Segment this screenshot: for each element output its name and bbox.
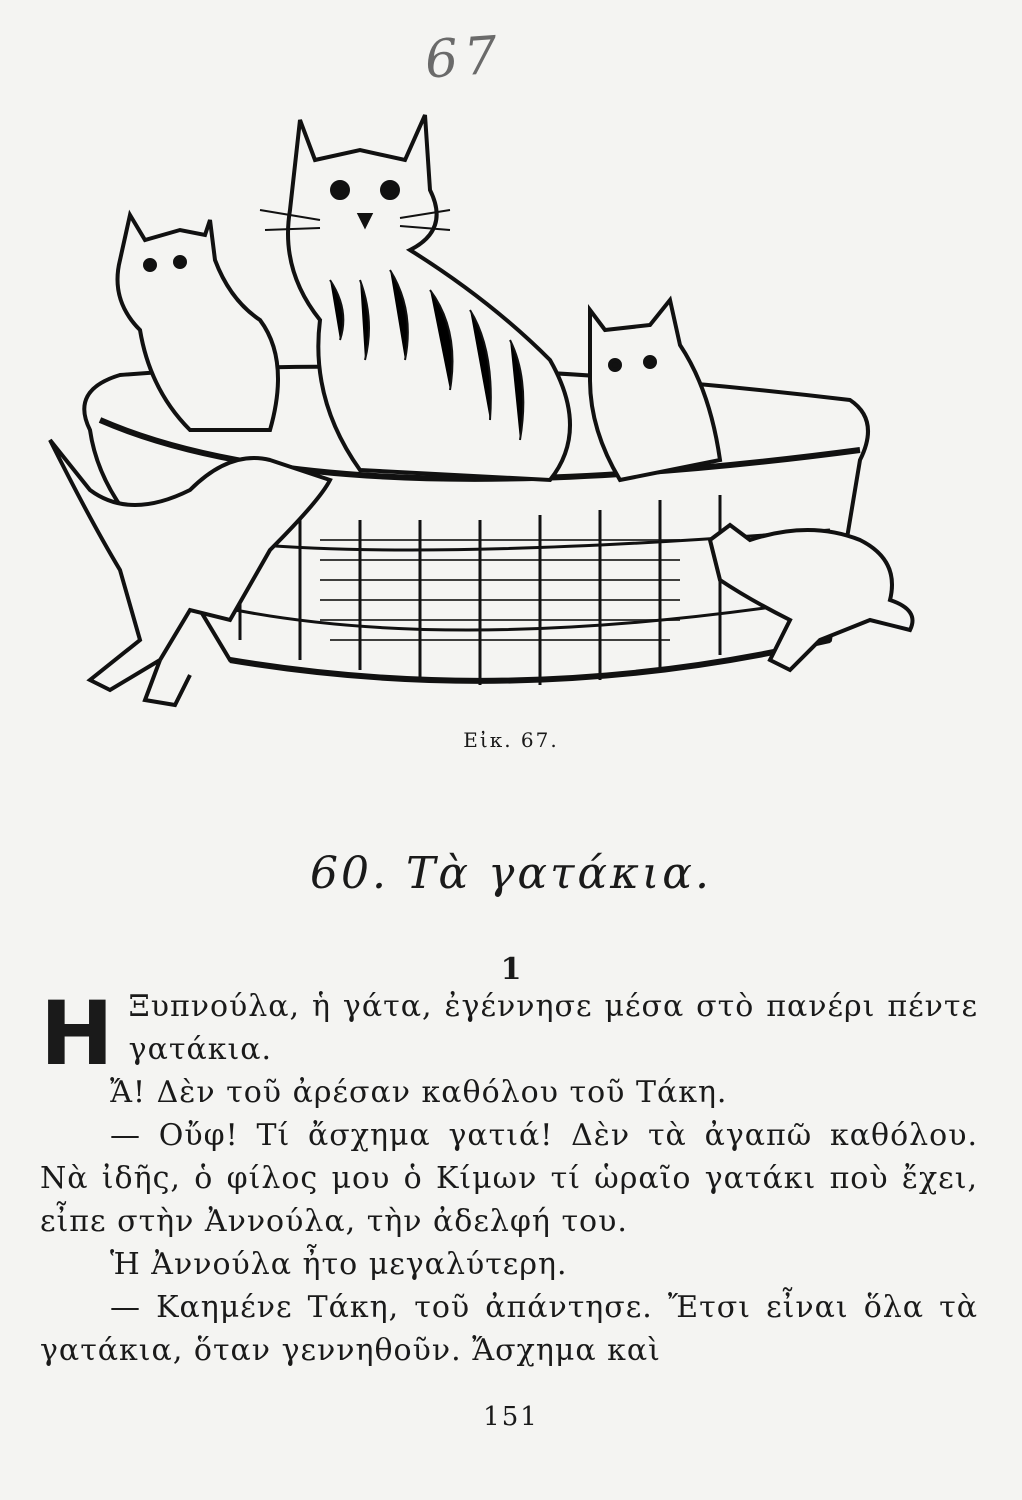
cats-in-basket-illustration bbox=[30, 100, 930, 720]
chapter-title: 60. Τὰ γατάκια. bbox=[310, 848, 712, 899]
paragraph-2: Ἄ! Δὲν τοῦ ἀρέσαν καθόλου τοῦ Τάκη. bbox=[110, 1075, 728, 1110]
paragraph-1: Η Ξυπνούλα, ἡ γάτα, ἐγέννησε μέσα στὸ πανέρι πέντε γατάκια. bbox=[40, 982, 978, 1085]
section-number: 1 bbox=[500, 952, 522, 987]
paragraph-4: Ἡ Ἀννούλα ἦτο μεγαλύτερη. bbox=[110, 1247, 568, 1282]
page-number: 151 bbox=[483, 1402, 539, 1432]
body-text bbox=[40, 982, 978, 1372]
paragraph-3: — Οὔφ! Τί ἄσχημα γατιά! Δὲν τὰ ἀγαπῶ καθόλου. Νὰ ἰδῆς, ὁ φίλος μου ὁ Κίμων τί ὡραῖο γατάκι ποὺ ἔχει, εἶπε στὴν Ἀννούλα, τὴν ἀδελφή του. bbox=[40, 1118, 978, 1239]
handwritten-page-number: 67 bbox=[423, 25, 506, 91]
paragraph-5: — Καημένε Τάκη, τοῦ ἀπάντησε. Ἔτσι εἶναι ὅλα τὰ γατάκια, ὅταν γεννηθοῦν. Ἄσχημα καὶ bbox=[40, 1290, 978, 1368]
figure-caption: Εἰκ. 67. bbox=[463, 728, 559, 752]
drop-cap: Η bbox=[40, 982, 115, 1085]
